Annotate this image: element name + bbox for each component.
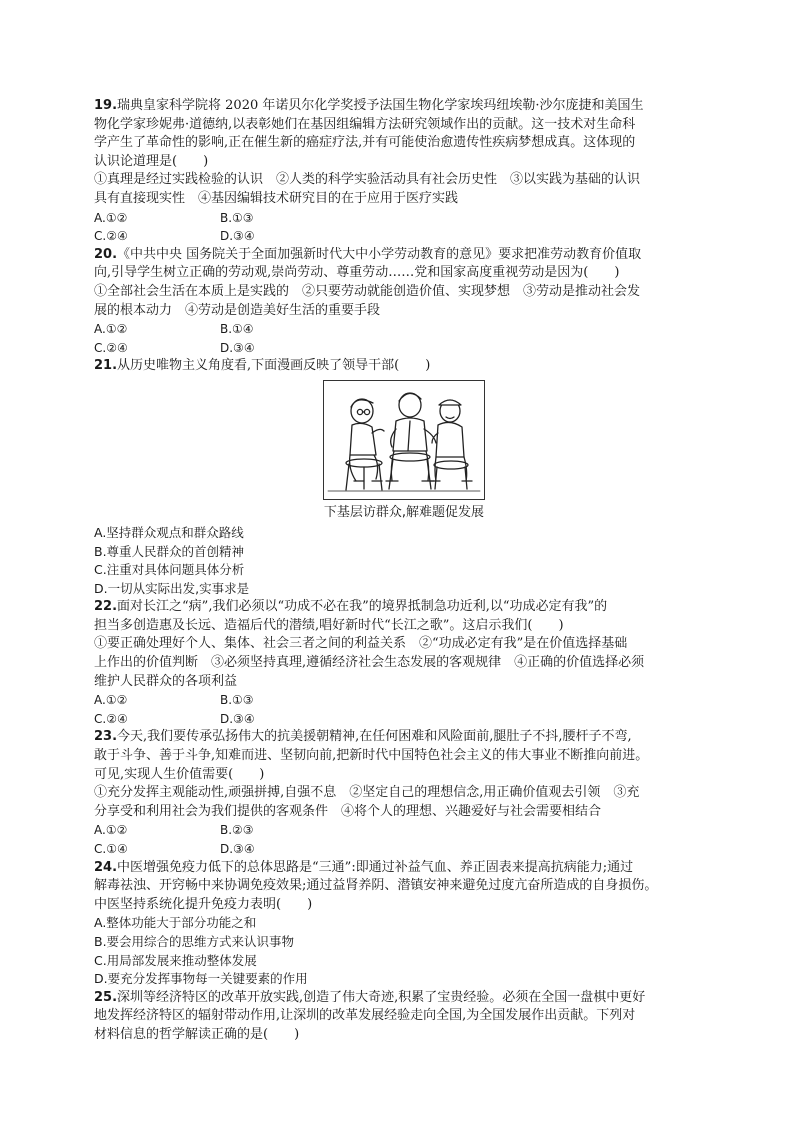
statement-line: ①真理是经过实践检验的认识 ②人类的科学实验活动具有社会历史性 ③以实践为基础的认识 xyxy=(94,172,641,188)
option-a[interactable]: A.坚持群众观点和群众路线 xyxy=(94,524,244,540)
option-b[interactable]: B.①③ xyxy=(220,693,254,708)
question-25 xyxy=(94,989,714,1045)
option-d[interactable]: D.③④ xyxy=(220,229,255,244)
cartoon-figure xyxy=(94,380,714,522)
question-stem-line: 《中共中央 国务院关于全面加强新时代大中小学劳动教育的意见》要求把准劳动教育价值取 xyxy=(117,246,642,262)
statement-line: 展的根本动力 ④劳动是创造美好生活的重要手段 xyxy=(94,302,381,318)
question-stem-line: 材料信息的哲学解读正确的是( ) xyxy=(94,1026,300,1042)
question-number: 21. xyxy=(94,358,118,374)
options-row xyxy=(94,821,714,840)
options-row xyxy=(94,691,714,710)
statement-line: 维护人民群众的各项利益 xyxy=(94,673,238,689)
question-24 xyxy=(94,859,714,989)
question-number: 20. xyxy=(94,246,118,262)
options-row xyxy=(94,710,714,729)
options-row xyxy=(94,339,714,358)
question-number: 19. xyxy=(94,98,118,113)
question-stem-line: 今天,我们要传承弘扬伟大的抗美援朝精神,在任何困难和风险面前,腿肚子不抖,腰杆子不弯, xyxy=(117,729,632,745)
question-stem-line: 深圳等经济特区的改革开放实践,创造了伟大奇迹,积累了宝贵经验。必须在全国一盘棋中更好 xyxy=(117,989,646,1005)
question-21 xyxy=(94,357,714,598)
question-stem-line: 学产生了革命性的影响,正在催生新的癌症疗法,并有可能使治愈遗传性疾病梦想成真。这体现的 xyxy=(94,135,636,151)
option-b[interactable]: B.要会用综合的思维方式来认识事物 xyxy=(94,933,295,949)
question-22 xyxy=(94,598,714,728)
option-d[interactable]: D.要充分发挥事物每一关键要素的作用 xyxy=(94,971,308,987)
question-stem-line: 解毒祛浊、开窍畅中来协调免疫效果;通过益肾养阴、潜镇安神来避免过度亢奋所造成的自身损伤。 xyxy=(94,878,658,894)
option-c[interactable]: C.②④ xyxy=(94,229,128,244)
question-stem-line: 物化学家珍妮弗·道德纳,以表彰她们在基因组编辑方法研究领域作出的贡献。这一技术对生命科 xyxy=(94,116,636,132)
cartoon-image xyxy=(323,380,485,500)
options-row xyxy=(94,320,714,339)
question-number: 24. xyxy=(94,859,118,875)
option-d[interactable]: D.③④ xyxy=(220,842,255,856)
option-a[interactable]: A.①② xyxy=(94,322,128,337)
question-number: 22. xyxy=(94,599,118,615)
question-stem-line: 从历史唯物主义角度看,下面漫画反映了领导干部( ) xyxy=(117,358,431,374)
option-a[interactable]: A.①② xyxy=(94,210,128,225)
question-number: 25. xyxy=(94,989,118,1005)
option-d[interactable]: D.一切从实际出发,实事求是 xyxy=(94,580,250,596)
cartoon-illustration-icon xyxy=(324,381,484,499)
options-row xyxy=(94,227,714,246)
option-c[interactable]: C.用局部发展来推动整体发展 xyxy=(94,952,257,968)
question-19 xyxy=(94,97,714,246)
question-stem-line: 敢于斗争、善于斗争,知难而进、坚韧向前,把新时代中国特色社会主义的伟大事业不断推向前进。 xyxy=(94,748,649,764)
option-d[interactable]: D.③④ xyxy=(220,711,255,726)
options-list xyxy=(94,914,714,988)
options-row xyxy=(94,840,714,859)
question-stem-line: 认识论道理是( ) xyxy=(94,153,209,169)
option-b[interactable]: B.①③ xyxy=(220,210,254,225)
question-stem-line: 地发挥经济特区的辐射带动作用,让深圳的改革发展经验走向全国,为全国发展作出贡献。下列对 xyxy=(94,1008,636,1024)
question-stem-line: 中医坚持系统化提升免疫力表明( ) xyxy=(94,896,313,912)
statement-line: ①要正确处理好个人、集体、社会三者之间的利益关系 ②“功成必定有我”是在价值选择基础 xyxy=(94,636,628,652)
question-stem-line: 面对长江之“病”,我们必须以“功成不必在我”的境界抵制急功近利,以“功成必定有我”的 xyxy=(117,599,608,615)
statement-line: ①充分发挥主观能动性,顽强拼搏,自强不息 ②坚定自己的理想信念,用正确价值观去引领 ③充 xyxy=(94,785,640,801)
statement-line: ①全部社会生活在本质上是实践的 ②只要劳动就能创造价值、实现梦想 ③劳动是推动社会发 xyxy=(94,283,641,299)
option-a[interactable]: A.①② xyxy=(94,693,128,708)
options-list xyxy=(94,524,714,598)
options-row xyxy=(94,209,714,228)
option-b[interactable]: B.②③ xyxy=(220,823,254,838)
option-a[interactable]: A.整体功能大于部分功能之和 xyxy=(94,915,257,931)
statement-line: 上作出的价值判断 ③必须坚持真理,遵循经济社会生态发展的客观规律 ④正确的价值选择必须 xyxy=(94,655,645,671)
option-c[interactable]: C.注重对具体问题具体分析 xyxy=(94,562,245,578)
statement-line: 具有直接现实性 ④基因编辑技术研究目的在于应用于医疗实践 xyxy=(94,190,459,206)
option-d[interactable]: D.③④ xyxy=(220,340,255,355)
question-stem-line: 瑞典皇家科学院将 2020 年诺贝尔化学奖授予法国生物化学家埃玛纽埃勒·沙尔庞捷和美国生 xyxy=(117,98,644,113)
question-stem-line: 向,引导学生树立正确的劳动观,崇尚劳动、尊重劳动……党和国家高度重视劳动是因为( ) xyxy=(94,265,620,281)
option-b[interactable]: B.尊重人民群众的首创精神 xyxy=(94,543,245,559)
option-c[interactable]: C.①④ xyxy=(94,842,128,856)
question-stem-line: 中医增强免疫力低下的总体思路是“三通”:即通过补益气血、养正固表来提高抗病能力;通过 xyxy=(117,859,634,875)
option-c[interactable]: C.②④ xyxy=(94,340,128,355)
option-c[interactable]: C.②④ xyxy=(94,711,128,726)
question-number: 23. xyxy=(94,729,118,745)
question-20 xyxy=(94,246,714,358)
statement-line: 分享受和利用社会为我们提供的客观条件 ④将个人的理想、兴趣爱好与社会需要相结合 xyxy=(94,803,602,819)
option-b[interactable]: B.①④ xyxy=(220,322,254,337)
cartoon-caption: 下基层访群众,解难题促发展 xyxy=(323,504,485,520)
exam-page xyxy=(94,97,714,1045)
question-stem-line: 担当多创造惠及长远、造福后代的潜绩,唱好新时代“长江之歌”。这启示我们( ) xyxy=(94,617,564,633)
question-23 xyxy=(94,728,714,858)
question-stem-line: 可见,实现人生价值需要( ) xyxy=(94,766,265,782)
option-a[interactable]: A.①② xyxy=(94,823,128,838)
